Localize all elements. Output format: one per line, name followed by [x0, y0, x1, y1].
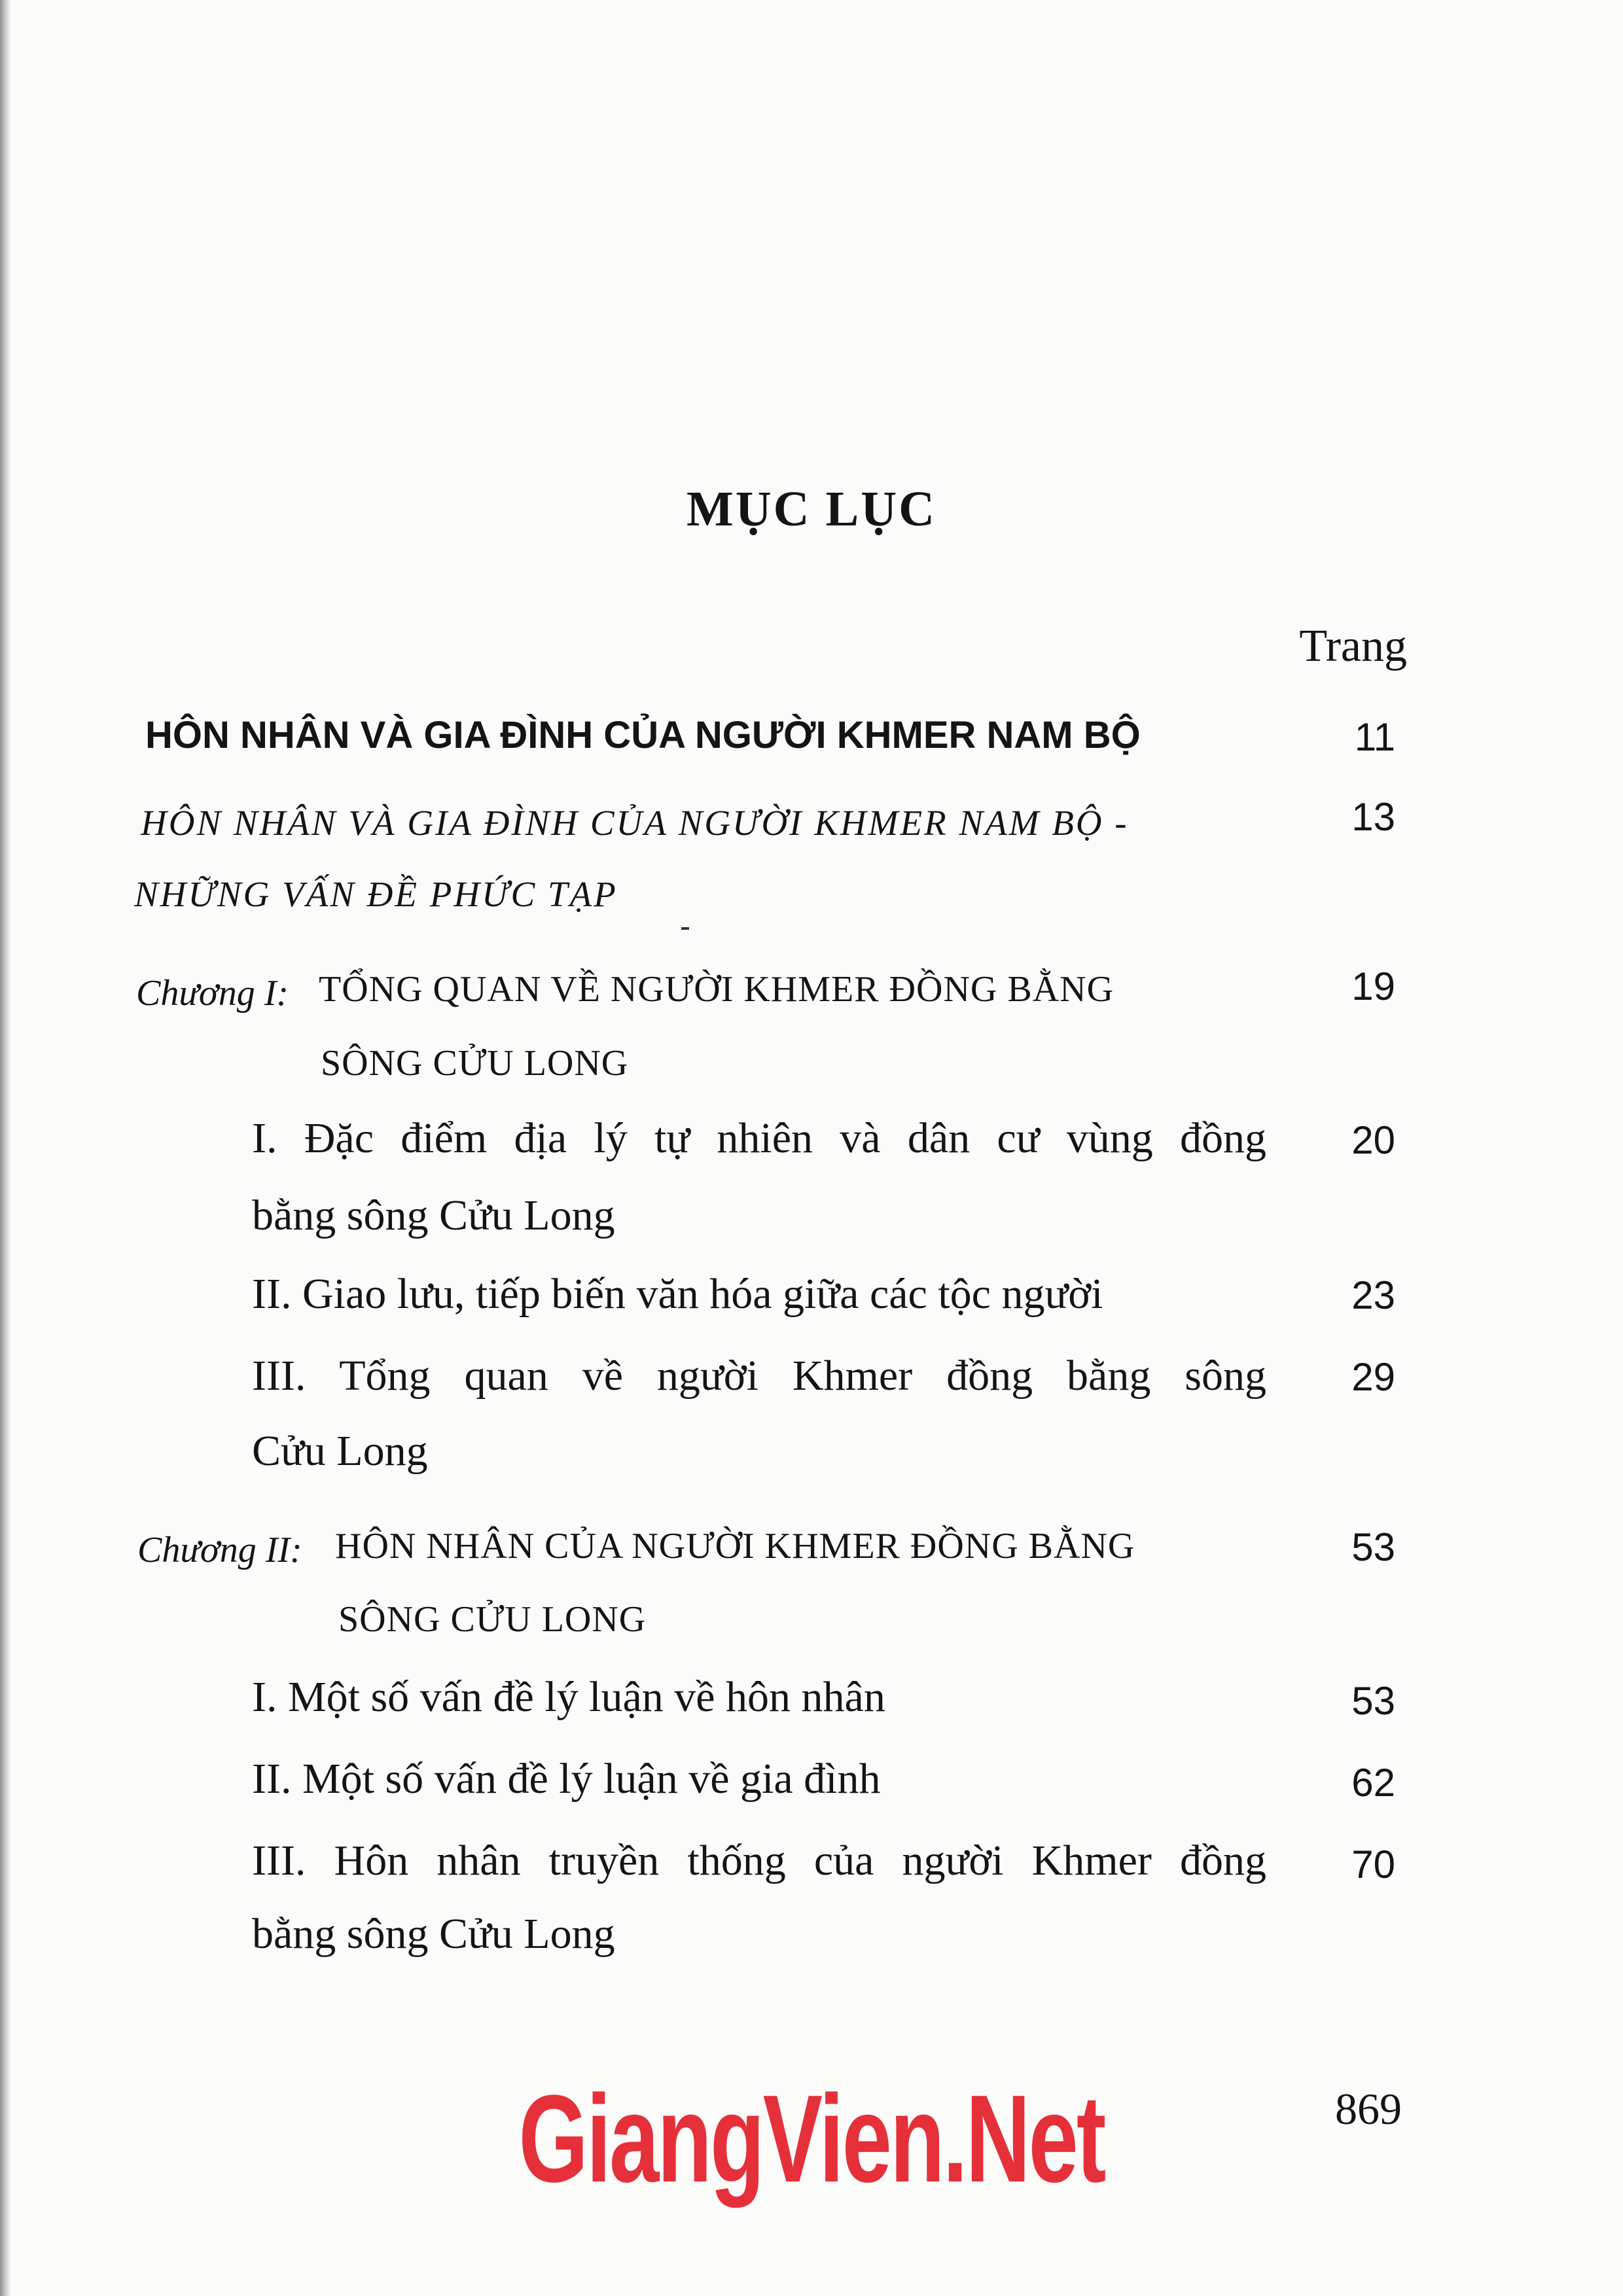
toc-entry-4-text: II. Giao lưu, tiếp biến văn hóa giữa các tộc người: [252, 1270, 1103, 1318]
toc-entry-2-line2: SÔNG CỬU LONG: [321, 1043, 629, 1084]
toc-entry-6-page: 53: [1351, 1525, 1395, 1569]
toc-entry-4-page: 23: [1351, 1273, 1395, 1317]
page-title: MỤC LỤC: [687, 482, 936, 537]
toc-entry-6-line2: SÔNG CỬU LONG: [338, 1599, 647, 1640]
toc-entry-2-line1: TỔNG QUAN VỀ NGƯỜI KHMER ĐỒNG BẰNG: [319, 969, 1115, 1010]
page-number: 869: [1335, 2084, 1402, 2134]
toc-entry-3-line2: bằng sông Cửu Long: [252, 1192, 615, 1239]
toc-entry-7-text: I. Một số vấn đề lý luận về hôn nhân: [252, 1673, 885, 1721]
stray-mark: [681, 927, 689, 930]
toc-entry-0-text: HÔN NHÂN VÀ GIA ĐÌNH CỦA NGƯỜI KHMER NAM BỘ: [145, 714, 1141, 756]
toc-entry-3-page: 20: [1351, 1118, 1395, 1162]
toc-entry-5-page: 29: [1351, 1355, 1395, 1399]
toc-entry-8-page: 62: [1351, 1761, 1395, 1805]
page-binding-edge: [0, 0, 10, 2296]
toc-entry-6-label: Chương II:: [137, 1530, 302, 1570]
toc-entry-7-page: 53: [1351, 1679, 1395, 1723]
toc-entry-1-line2: NHỮNG VẤN ĐỀ PHỨC TẠP: [134, 874, 618, 914]
toc-entry-6-line1: HÔN NHÂN CỦA NGƯỜI KHMER ĐỒNG BẰNG: [335, 1526, 1135, 1566]
toc-entry-5-line1: III. Tổng quan về người Khmer đồng bằng sông: [252, 1352, 1266, 1400]
toc-entry-8-text: II. Một số vấn đề lý luận về gia đình: [252, 1755, 881, 1803]
toc-entry-9-page: 70: [1351, 1843, 1395, 1886]
toc-entry-2-label: Chương I:: [136, 973, 289, 1014]
toc-entry-3-line1: I. Đặc điểm địa lý tự nhiên và dân cư vùng đồng: [252, 1114, 1266, 1162]
toc-entry-2-page: 19: [1351, 964, 1395, 1008]
watermark-logo: GiangVien.Net: [518, 2070, 1105, 2208]
toc-entry-1-page: 13: [1351, 795, 1395, 839]
toc-entry-1-line1: HÔN NHÂN VÀ GIA ĐÌNH CỦA NGƯỜI KHMER NAM BỘ -: [141, 803, 1129, 843]
toc-entry-0-page: 11: [1354, 715, 1395, 759]
toc-entry-9-line2: bằng sông Cửu Long: [252, 1910, 615, 1958]
toc-entry-9-line1: III. Hôn nhân truyền thống của người Khmer đồng: [252, 1837, 1266, 1884]
page-column-header: Trang: [1299, 621, 1407, 671]
toc-entry-5-line2: Cửu Long: [252, 1427, 428, 1475]
